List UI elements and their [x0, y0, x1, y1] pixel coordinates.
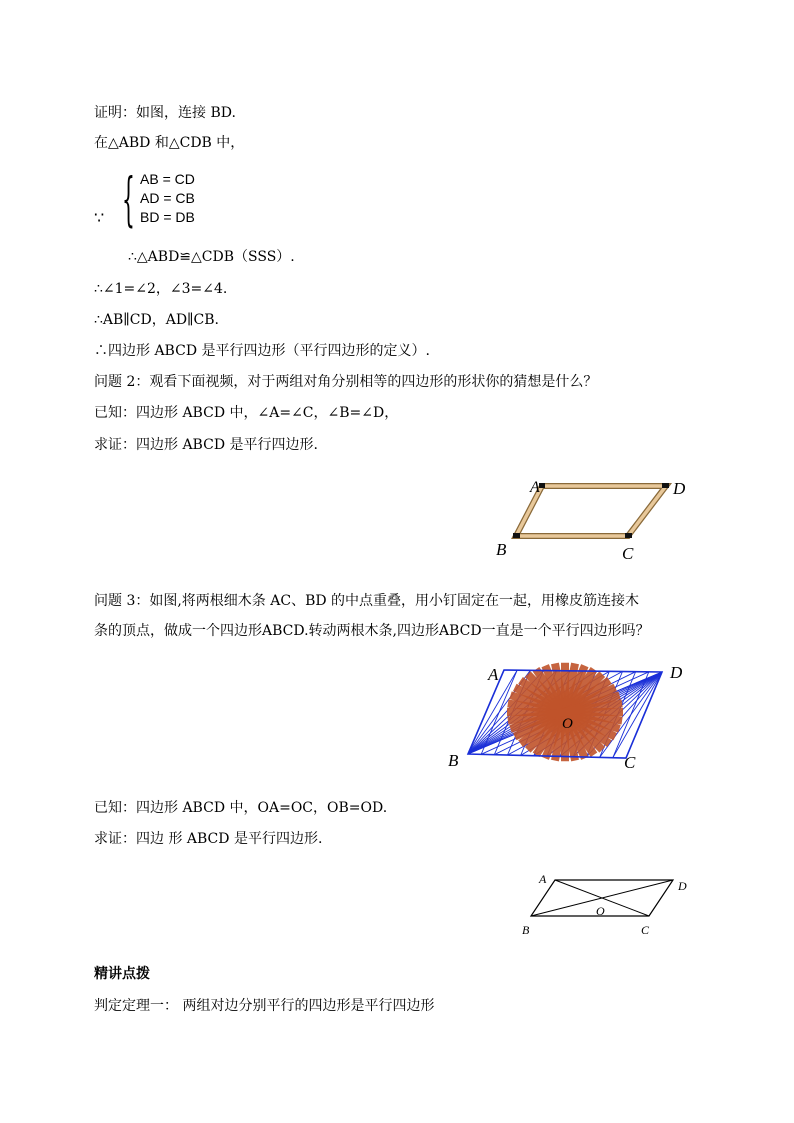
wooden-frame-figure: [490, 472, 700, 564]
fig2-label-a: A: [488, 665, 499, 684]
fig3-label-a: A: [539, 872, 547, 886]
fig1-label-c: C: [622, 544, 634, 563]
question-3-line-2: 条的顶点，做成一个四边形ABCD.转动两根木条,四边形ABCD一直是一个平行四边形吗？: [94, 623, 650, 639]
fig1-label-b: B: [496, 540, 507, 559]
given-3: 已知：四边形 ABCD 中，OA=OC，OB=OD.: [94, 800, 388, 816]
prove-3: 求证：四边 形 ABCD 是平行四边形.: [94, 831, 323, 847]
brace-icon: {: [122, 165, 135, 233]
conclusion-line: ∴四边形 ABCD 是平行四边形（平行四边形的定义）.: [94, 343, 430, 359]
triangles-line: 在△ABD 和△CDB 中，: [94, 135, 245, 151]
fig3-label-c: C: [641, 923, 650, 937]
fig3-label-o: O: [596, 904, 605, 918]
angles-line: ∴∠1=∠2，∠3=∠4.: [94, 281, 228, 297]
fig2-label-o: O: [562, 716, 573, 732]
proof-intro: 证明：如图，连接 BD.: [94, 105, 236, 121]
parallel-line: ∴AB∥CD，AD∥CB.: [94, 312, 219, 328]
question-2: 问题 2：观看下面视频，对于两组对角分别相等的四边形的形状你的猜想是什么？: [94, 374, 598, 390]
rotating-rods-figure: [440, 652, 700, 774]
parallelogram-diagonals-figure: [515, 868, 705, 940]
theorem-line: 判定定理一： 两组对边分别平行的四边形是平行四边形: [94, 998, 435, 1014]
equation-1: AB = CD: [140, 171, 195, 187]
section-title: 精讲点拨: [94, 966, 150, 982]
fig2-label-b: B: [448, 751, 459, 770]
fig2-label-d: D: [670, 663, 683, 682]
given-2: 已知：四边形 ABCD 中，∠A=∠C，∠B=∠D，: [94, 405, 399, 421]
equation-3: BD = DB: [140, 209, 195, 225]
question-3-line-1: 问题 3：如图,将两根细木条 AC、BD 的中点重叠，用小钉固定在一起，用橡皮筋连接木: [94, 593, 640, 609]
fig1-label-a: A: [530, 479, 540, 496]
because-symbol: ∵: [94, 208, 105, 227]
fig2-label-c: C: [624, 753, 636, 772]
prove-2: 求证：四边形 ABCD 是平行四边形.: [94, 437, 318, 453]
fig1-label-d: D: [673, 479, 686, 498]
equation-system: [94, 165, 334, 233]
fig3-label-d: D: [678, 879, 687, 893]
fig3-label-b: B: [522, 923, 530, 937]
congruent-line: ∴△ABD≌△CDB（SSS）.: [128, 249, 295, 265]
equation-2: AD = CB: [140, 190, 195, 206]
